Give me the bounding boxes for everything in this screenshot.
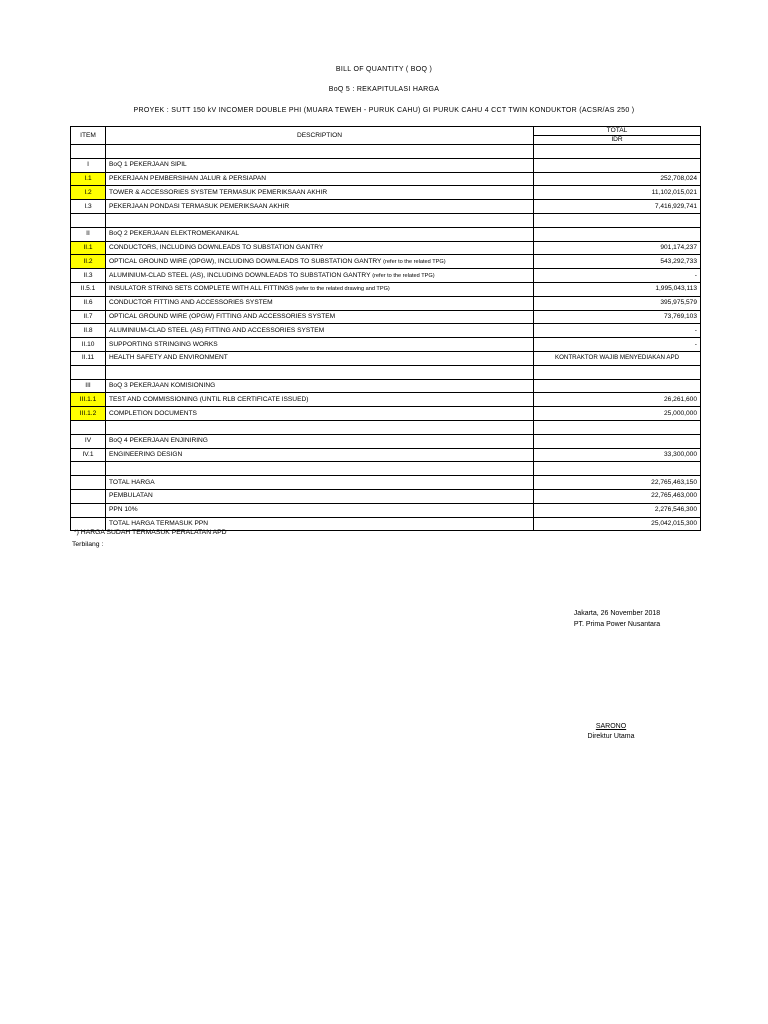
row-description-text: BoQ 2 PEKERJAAN ELEKTROMEKANIKAL xyxy=(109,230,240,238)
table-row xyxy=(71,310,701,324)
table-row xyxy=(71,379,701,393)
row-description-text: TOWER & ACCESSORIES SYSTEM TERMASUK PEMERIKSAAN AKHIR xyxy=(109,188,328,196)
row-item xyxy=(71,489,106,503)
row-item: I xyxy=(71,158,106,172)
document-title: BILL OF QUANTITY ( BOQ ) xyxy=(335,66,433,73)
row-item: IV xyxy=(71,434,106,448)
header-currency: IDR xyxy=(534,136,701,145)
row-total-idr: 25,042,015,300 xyxy=(534,517,701,531)
row-description-text: OPTICAL GROUND WIRE (OPGW), INCLUDING DOWNLEADS TO SUBSTATION GANTRY xyxy=(109,257,382,265)
row-item: II.2 xyxy=(71,255,106,269)
row-item xyxy=(71,213,106,227)
table-row xyxy=(71,186,701,200)
row-description xyxy=(106,407,534,421)
table-row xyxy=(71,241,701,255)
row-reference-note: (refer to the related drawing and TPG) xyxy=(295,286,390,293)
row-total-idr: 11,102,015,021 xyxy=(534,186,701,200)
row-description-text: PEKERJAAN PONDASI TERMASUK PEMERIKSAAN AKHIR xyxy=(109,202,290,210)
table-row xyxy=(71,296,701,310)
boq-table xyxy=(70,126,701,531)
row-description xyxy=(106,186,534,200)
row-description-text: COMPLETION DOCUMENTS xyxy=(109,409,197,417)
row-description-text: OPTICAL GROUND WIRE (OPGW) FITTING AND ACCESSORIES SYSTEM xyxy=(109,312,336,320)
row-total-idr: - xyxy=(534,324,701,338)
row-item: II.3 xyxy=(71,269,106,283)
row-description xyxy=(106,158,534,172)
table-row xyxy=(71,172,701,186)
header-item: ITEM xyxy=(71,127,106,145)
company-name: PT. Prima Power Nusantara xyxy=(573,621,661,628)
apd-note: *) HARGA SUDAH TERMASUK PERALATAN APD xyxy=(74,529,227,536)
row-description xyxy=(106,503,534,517)
row-item: III xyxy=(71,379,106,393)
row-total-idr xyxy=(534,462,701,476)
row-total-idr: 395,975,579 xyxy=(534,296,701,310)
document-subtitle: BoQ 5 : REKAPITULASI HARGA xyxy=(328,86,440,93)
table-row xyxy=(71,145,701,159)
table-row xyxy=(71,503,701,517)
table-row xyxy=(71,158,701,172)
row-description xyxy=(106,434,534,448)
row-description xyxy=(106,296,534,310)
table-row xyxy=(71,282,701,296)
row-description xyxy=(106,310,534,324)
row-description xyxy=(106,227,534,241)
row-total-idr: 33,300,000 xyxy=(534,448,701,462)
row-item: II.5.1 xyxy=(71,282,106,296)
row-item xyxy=(71,503,106,517)
row-description xyxy=(106,462,534,476)
table-row xyxy=(71,324,701,338)
row-total-idr xyxy=(534,379,701,393)
row-description xyxy=(106,213,534,227)
row-item: II.10 xyxy=(71,338,106,352)
place-date: Jakarta, 26 November 2018 xyxy=(573,610,661,617)
row-total-idr xyxy=(534,365,701,379)
row-item: III.1.2 xyxy=(71,407,106,421)
terbilang-label: Terbilang : xyxy=(72,541,104,548)
row-item xyxy=(71,462,106,476)
row-item: IV.1 xyxy=(71,448,106,462)
row-item: I.1 xyxy=(71,172,106,186)
table-row xyxy=(71,255,701,269)
row-total-idr: 252,708,024 xyxy=(534,172,701,186)
row-description-text: PPN 10% xyxy=(109,506,138,514)
row-item xyxy=(71,365,106,379)
row-description xyxy=(106,448,534,462)
row-reference-note: (refer to the related TPG) xyxy=(383,258,446,265)
row-description xyxy=(106,420,534,434)
row-total-idr xyxy=(534,434,701,448)
table-row xyxy=(71,476,701,490)
row-item xyxy=(71,420,106,434)
row-description-text: TOTAL HARGA TERMASUK PPN xyxy=(109,519,209,527)
row-description-text: BoQ 1 PEKERJAAN SIPIL xyxy=(109,161,187,169)
row-description-text: CONDUCTOR FITTING AND ACCESSORIES SYSTEM xyxy=(109,299,273,307)
row-total-idr: 543,292,733 xyxy=(534,255,701,269)
row-item: II.8 xyxy=(71,324,106,338)
table-row xyxy=(71,269,701,283)
row-description-text: PEMBULATAN xyxy=(109,492,153,500)
row-description xyxy=(106,172,534,186)
row-item: III.1.1 xyxy=(71,393,106,407)
table-row xyxy=(71,407,701,421)
row-description xyxy=(106,200,534,214)
project-title: PROYEK : SUTT 150 kV INCOMER DOUBLE PHI (MUARA TEWEH - PURUK CAHU) GI PURUK CAHU 4 CCT TWIN KONDUKTOR (ACSR/AS 250 ) xyxy=(133,107,635,114)
header-total: TOTAL xyxy=(534,127,701,136)
header-description: DESCRIPTION xyxy=(106,127,534,145)
table-row xyxy=(71,227,701,241)
row-description-text: BoQ 3 PEKERJAAN KOMISIONING xyxy=(109,381,216,389)
row-description xyxy=(106,255,534,269)
signatory-position: Direktur Utama xyxy=(587,733,635,740)
row-reference-note: (refer to the related TPG) xyxy=(372,272,435,279)
signatory-name: SARONO xyxy=(595,723,627,730)
row-description xyxy=(106,476,534,490)
table-row xyxy=(71,200,701,214)
row-description xyxy=(106,241,534,255)
row-description-text: INSULATOR STRING SETS COMPLETE WITH ALL FITTINGS xyxy=(109,285,294,293)
row-item: I.2 xyxy=(71,186,106,200)
row-item: II.6 xyxy=(71,296,106,310)
row-item: II.11 xyxy=(71,351,106,365)
row-item xyxy=(71,145,106,159)
row-total-idr: 1,995,043,113 xyxy=(534,282,701,296)
table-row xyxy=(71,393,701,407)
row-total-idr xyxy=(534,213,701,227)
row-description xyxy=(106,379,534,393)
row-total-idr xyxy=(534,227,701,241)
row-description-text: CONDUCTORS, INCLUDING DOWNLEADS TO SUBSTATION GANTRY xyxy=(109,243,324,251)
row-description-text: ENGINEERING DESIGN xyxy=(109,450,183,458)
table-header-row xyxy=(71,127,701,136)
row-description xyxy=(106,145,534,159)
row-total-idr xyxy=(534,145,701,159)
row-total-idr: 7,416,929,741 xyxy=(534,200,701,214)
row-description xyxy=(106,282,534,296)
row-description-text: TOTAL HARGA xyxy=(109,478,155,486)
row-total-idr: - xyxy=(534,269,701,283)
row-total-idr xyxy=(534,158,701,172)
row-total-idr: 73,769,103 xyxy=(534,310,701,324)
table-row xyxy=(71,489,701,503)
row-total-idr xyxy=(534,420,701,434)
row-description-text: SUPPORTING STRINGING WORKS xyxy=(109,340,218,348)
row-item: II xyxy=(71,227,106,241)
row-total-idr: KONTRAKTOR WAJIB MENYEDIAKAN APD xyxy=(534,351,701,365)
row-description xyxy=(106,393,534,407)
table-row xyxy=(71,420,701,434)
row-description-text: PEKERJAAN PEMBERSIHAN JALUR & PERSIAPAN xyxy=(109,174,267,182)
row-description xyxy=(106,351,534,365)
table-row xyxy=(71,462,701,476)
row-item: II.1 xyxy=(71,241,106,255)
row-description xyxy=(106,324,534,338)
row-item: II.7 xyxy=(71,310,106,324)
row-description-text: HEALTH SAFETY AND ENVIRONMENT xyxy=(109,354,228,362)
row-description xyxy=(106,489,534,503)
row-description-text: ALUMINIUM-CLAD STEEL (AS) FITTING AND ACCESSORIES SYSTEM xyxy=(109,326,325,334)
table-row xyxy=(71,351,701,365)
row-item: I.3 xyxy=(71,200,106,214)
row-description-text: TEST AND COMMISSIONING (UNTIL RLB CERTIFICATE ISSUED) xyxy=(109,395,309,403)
table-row xyxy=(71,338,701,352)
table-row xyxy=(71,213,701,227)
row-total-idr: 901,174,237 xyxy=(534,241,701,255)
row-description-text: ALUMINIUM-CLAD STEEL (AS), INCLUDING DOWNLEADS TO SUBSTATION GANTRY xyxy=(109,271,371,279)
row-total-idr: 2,276,546,300 xyxy=(534,503,701,517)
row-description xyxy=(106,365,534,379)
row-total-idr: 22,765,463,000 xyxy=(534,489,701,503)
row-description-text: BoQ 4 PEKERJAAN ENJINIRING xyxy=(109,437,208,445)
row-total-idr: - xyxy=(534,338,701,352)
row-total-idr: 26,261,600 xyxy=(534,393,701,407)
row-total-idr: 22,765,463,150 xyxy=(534,476,701,490)
row-description xyxy=(106,338,534,352)
row-total-idr: 25,000,000 xyxy=(534,407,701,421)
row-item xyxy=(71,476,106,490)
table-row xyxy=(71,365,701,379)
row-description xyxy=(106,269,534,283)
table-row xyxy=(71,434,701,448)
table-row xyxy=(71,448,701,462)
